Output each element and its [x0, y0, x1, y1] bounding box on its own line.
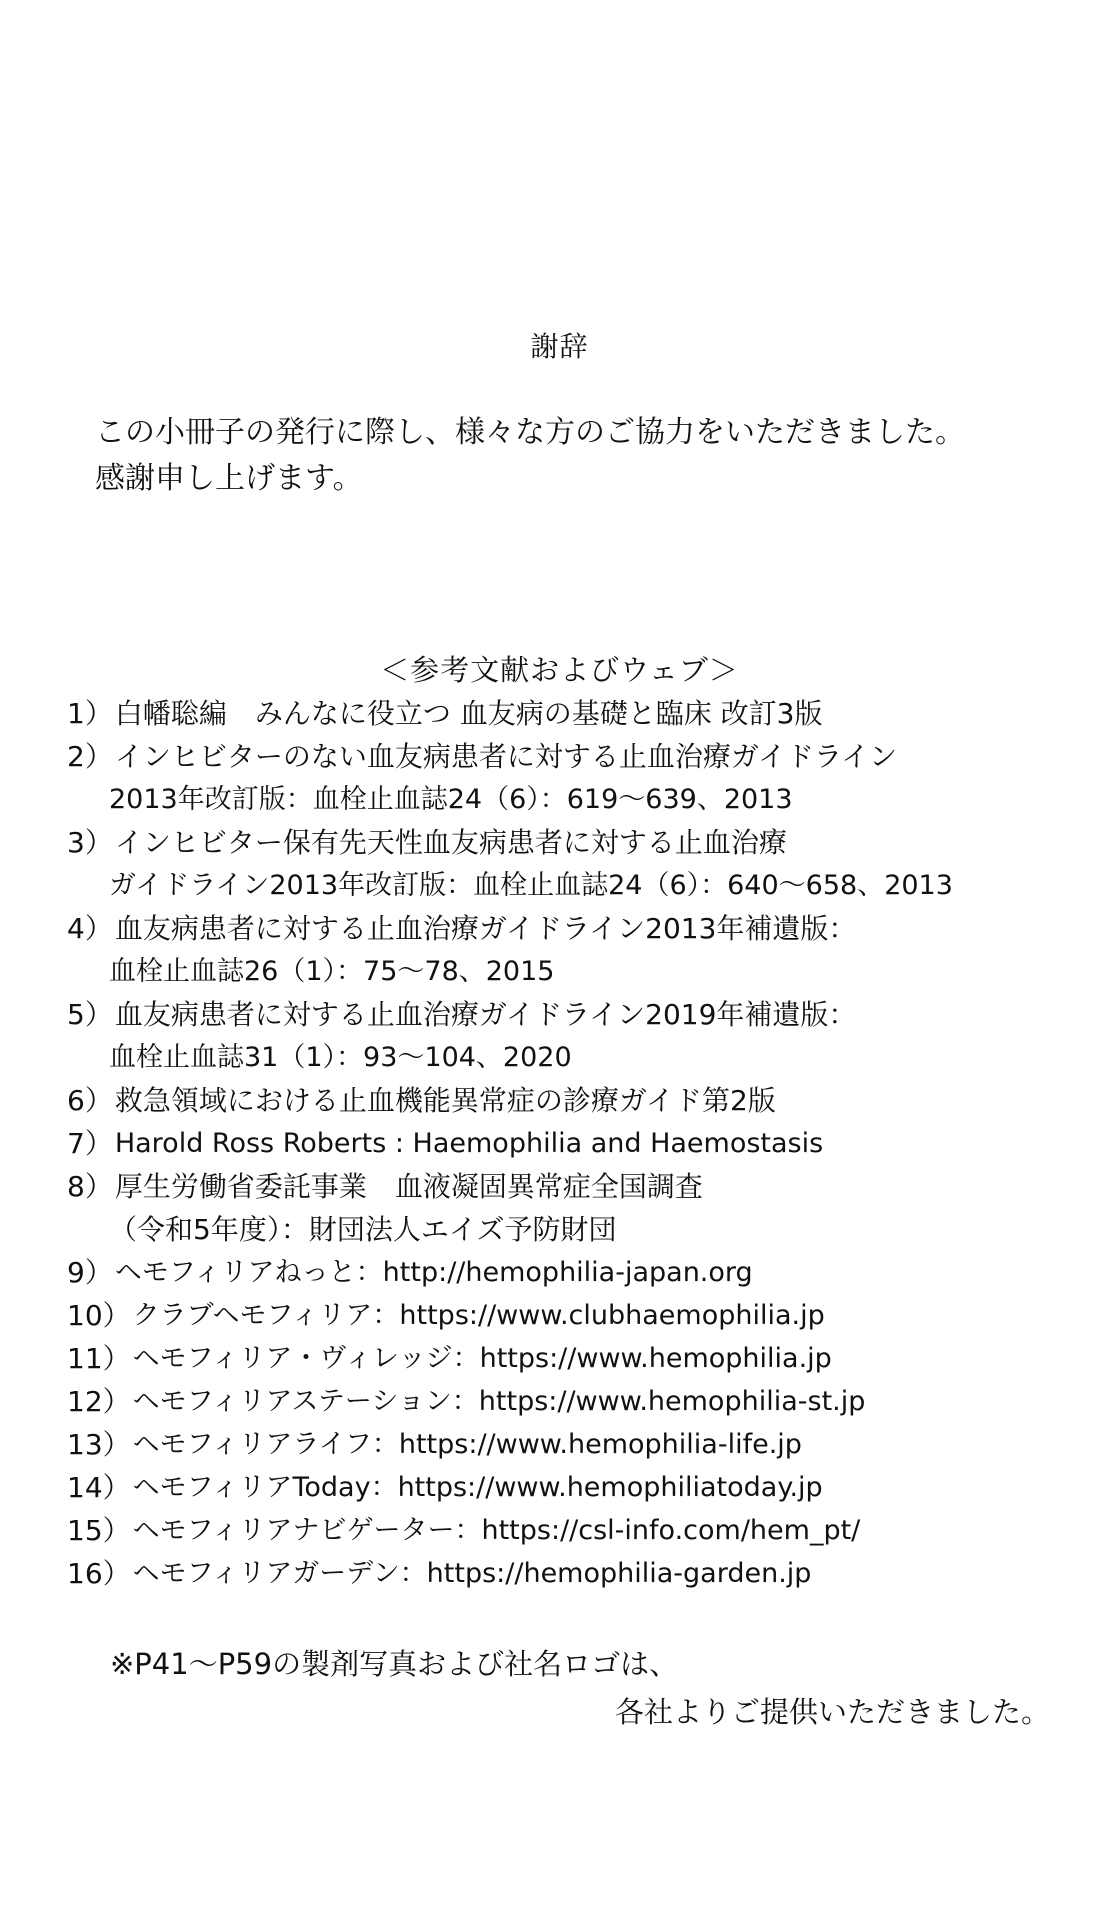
reference-link-text: ヘモフィリアナビゲーター：https://csl-info.com/hem_pt/ [132, 1515, 861, 1546]
reference-text: 厚生労働省委託事業 血液凝固異常症全国調査 [114, 1170, 703, 1203]
reference-text: 血友病患者に対する止血治療ガイドライン2013年補遺版： [114, 912, 857, 945]
references-list [67, 692, 1107, 1595]
reference-item [67, 1251, 1107, 1294]
reference-item [67, 1294, 1107, 1337]
reference-link-text: ヘモフィリアライフ：https://www.hemophilia-life.jp [132, 1429, 802, 1460]
reference-number: 4） [67, 912, 113, 945]
reference-number: 15） [67, 1514, 131, 1547]
reference-number: 2） [67, 740, 113, 773]
reference-item [67, 1552, 1107, 1595]
reference-item [67, 1337, 1107, 1380]
reference-number: 9） [67, 1256, 113, 1289]
reference-number: 7） [67, 1127, 113, 1160]
reference-text: 救急領域における止血機能異常症の診療ガイド第2版 [114, 1084, 776, 1117]
reference-number: 1） [67, 697, 113, 730]
reference-number: 5） [67, 998, 113, 1031]
reference-number: 8） [67, 1170, 113, 1203]
reference-continuation: 2013年改訂版：血栓止血誌24（6）：619〜639、2013 [109, 784, 793, 815]
reference-item [67, 1466, 1107, 1509]
reference-number: 6） [67, 1084, 113, 1117]
footnote [110, 1640, 1050, 1736]
reference-link-text: ヘモフィリア・ヴィレッジ：https://www.hemophilia.jp [132, 1343, 832, 1374]
reference-item [67, 1509, 1107, 1552]
reference-continuation: （令和5年度）：財団法人エイズ予防財団 [109, 1213, 617, 1246]
reference-continuation: ガイドライン2013年改訂版：血栓止血誌24（6）：640〜658、2013 [109, 870, 953, 901]
acknowledgement-line: この小冊子の発行に際し、様々な方のご協力をいただきました。 [95, 415, 965, 450]
reference-text: 白幡聡編 みんなに役立つ 血友病の基礎と臨床 改訂3版 [114, 697, 823, 730]
reference-number: 3） [67, 826, 113, 859]
page-title: 謝辞 [530, 330, 589, 363]
reference-link-text: ヘモフィリアねっと：http://hemophilia-japan.org [114, 1257, 753, 1288]
footnote-line: 各社よりご提供いただきました。 [614, 1695, 1050, 1729]
footnote-line: ※P41〜P59の製剤写真および社名ロゴは、 [110, 1647, 679, 1681]
reference-item [67, 821, 1107, 864]
acknowledgement-text [95, 410, 1095, 502]
reference-item [67, 907, 1107, 950]
reference-item [67, 735, 1107, 778]
reference-item [67, 1165, 1107, 1208]
acknowledgement-line: 感謝申し上げます。 [95, 461, 363, 496]
reference-item [67, 1122, 1107, 1165]
reference-item [67, 1079, 1107, 1122]
reference-link-text: クラブヘモフィリア：https://www.clubhaemophilia.jp [132, 1300, 825, 1331]
reference-link-text: ヘモフィリアガーデン：https://hemophilia-garden.jp [132, 1558, 812, 1589]
reference-item [67, 1423, 1107, 1466]
reference-number: 13） [67, 1428, 131, 1461]
reference-item [67, 1380, 1107, 1423]
references-heading: ＜参考文献およびウェブ＞ [380, 653, 739, 687]
reference-continuation: 血栓止血誌31（1）：93〜104、2020 [109, 1042, 572, 1073]
reference-number: 11） [67, 1342, 131, 1375]
reference-link-text: ヘモフィリアToday：https://www.hemophiliatoday.jp [132, 1472, 823, 1503]
reference-text: インヒビター保有先天性血友病患者に対する止血治療 [114, 826, 787, 859]
reference-text: 血友病患者に対する止血治療ガイドライン2019年補遺版： [114, 998, 857, 1031]
reference-continuation: 血栓止血誌26（1）：75〜78、2015 [109, 956, 555, 987]
reference-item [67, 993, 1107, 1036]
reference-item [67, 692, 1107, 735]
reference-text: Harold Ross Roberts : Haemophilia and Haemostasis [114, 1128, 824, 1159]
reference-number: 10） [67, 1299, 131, 1332]
reference-number: 12） [67, 1385, 131, 1418]
reference-link-text: ヘモフィリアステーション：https://www.hemophilia-st.jp [132, 1386, 866, 1417]
reference-number: 16） [67, 1557, 131, 1590]
reference-text: インヒビターのない血友病患者に対する止血治療ガイドライン [114, 740, 898, 773]
reference-number: 14） [67, 1471, 131, 1504]
